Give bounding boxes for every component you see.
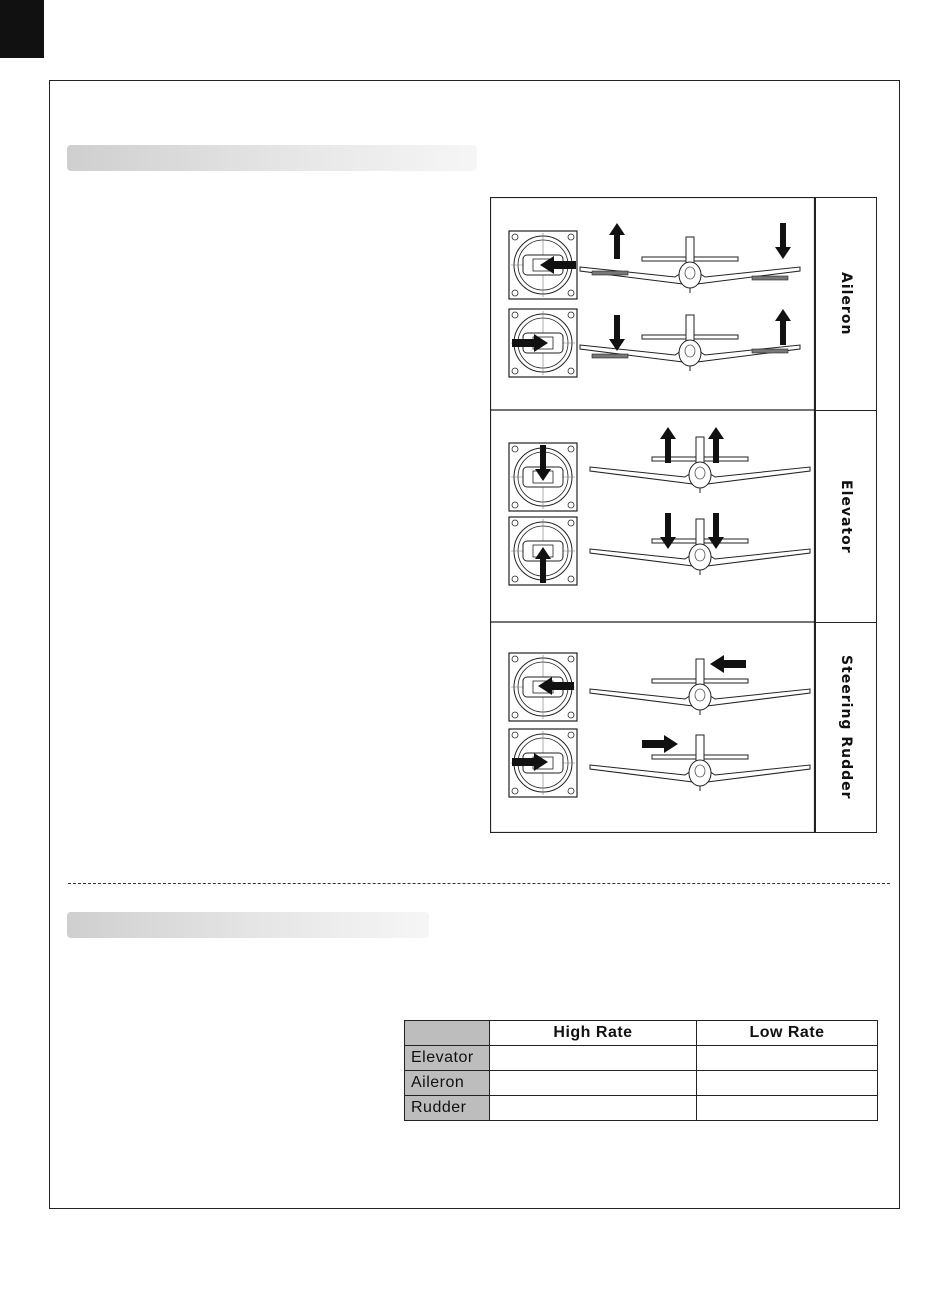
table-row [405, 1071, 878, 1096]
cell-aileron-low [697, 1071, 878, 1096]
cell-rudder-low [697, 1096, 878, 1121]
cell-elevator-high [490, 1046, 697, 1071]
elevator-label-cell [815, 410, 877, 623]
aileron-label: Aileron [838, 272, 854, 336]
table-corner-cell [405, 1021, 490, 1046]
steering-rudder-panel [509, 653, 810, 797]
row-header-aileron: Aileron [405, 1071, 490, 1096]
dual-rate-table [404, 1020, 878, 1121]
table-header-row [405, 1021, 878, 1046]
column-header-high-rate: High Rate [490, 1021, 697, 1046]
table-row [405, 1046, 878, 1071]
steering-rudder-label: Steering Rudder [838, 655, 854, 800]
cell-elevator-low [697, 1046, 878, 1071]
aileron-label-cell [815, 197, 877, 411]
rudder-label-cell [815, 622, 877, 833]
column-header-low-rate: Low Rate [697, 1021, 878, 1046]
page-corner-tab [0, 0, 44, 58]
cell-rudder-high [490, 1096, 697, 1121]
section-header-bar-control-test [67, 145, 477, 171]
elevator-label: Elevator [838, 479, 854, 554]
aileron-panel [509, 223, 800, 377]
elevator-panel [509, 427, 810, 585]
section-header-bar-dual-rates [67, 912, 429, 938]
row-header-rudder: Rudder [405, 1096, 490, 1121]
section-divider [68, 883, 890, 884]
table-row [405, 1096, 878, 1121]
row-header-elevator: Elevator [405, 1046, 490, 1071]
cell-aileron-high [490, 1071, 697, 1096]
